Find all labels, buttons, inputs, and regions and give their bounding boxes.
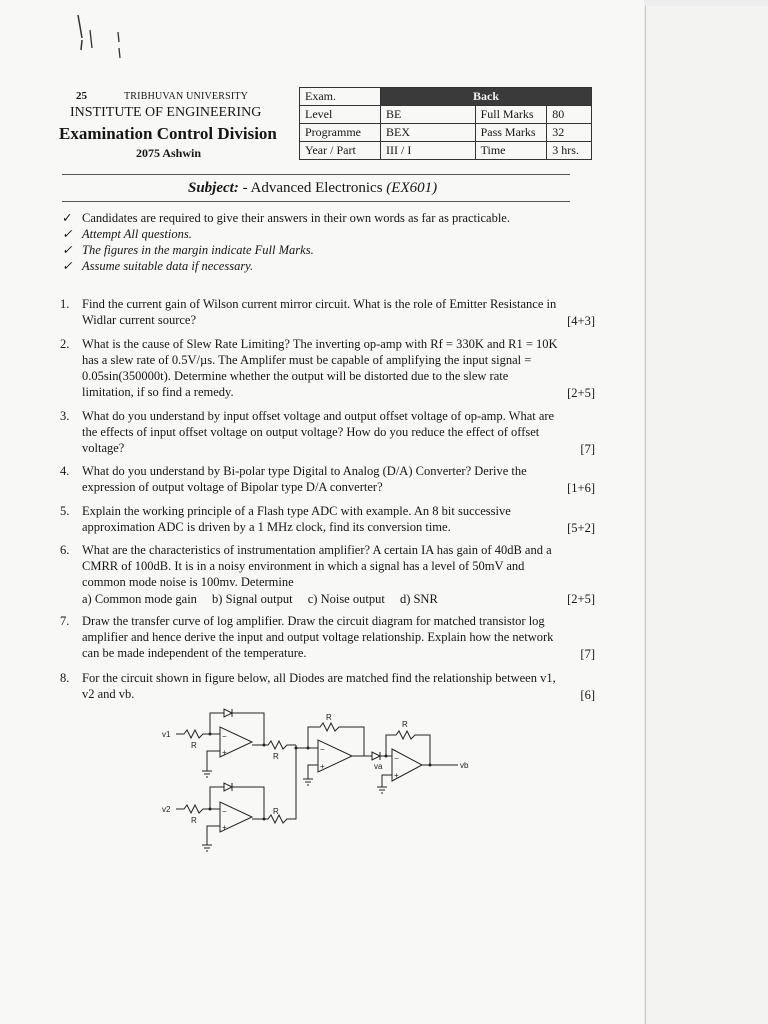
- label-r: R: [191, 741, 197, 750]
- exam-info-table: [299, 87, 592, 160]
- adjacent-page: [645, 6, 768, 1024]
- svg-text:+: +: [222, 748, 227, 757]
- instruction-item: ✓ Assume suitable data if necessary.: [62, 259, 254, 273]
- divider: [62, 174, 570, 175]
- diode-symbol: [224, 783, 232, 791]
- question-subitems: a) Common mode gain b) Signal output c) Noise output d) SNR: [82, 592, 438, 606]
- question-item: 6. What are the characteristics of instrumentation amplifier? A certain IA has gain of 40dB and a CMRR of 100dB. It is in a noisy environment in which a signal has a level of 50mV and common mode noise is 100mv. Determine a) Common mode gain b) Signal output c) Noise output d) SNR [2+5]: [60, 543, 595, 606]
- question-item: 3. What do you understand by input offset voltage and output offset voltage of op-amp. What are the effects of input offset voltage on output voltage? How do you reduce the effect of offset voltage? [7]: [60, 409, 595, 456]
- question-text: What do you understand by Bi-polar type Digital to Analog (D/A) Converter? Derive the expression of output voltage of Bipolar type D/A converter?: [82, 464, 527, 494]
- question-item: 1. Find the current gain of Wilson current mirror circuit. What is the role of Emitter Resistance in Widlar current source? [4+3]: [60, 297, 595, 328]
- table-row: Programme BEX Pass Marks 32: [300, 124, 592, 142]
- question-text: For the circuit shown in figure below, all Diodes are matched find the relationship between v1, v2 and vb.: [82, 671, 556, 701]
- question-text: Find the current gain of Wilson current mirror circuit. What is the role of Emitter Resistance in Widlar current source?: [82, 297, 557, 327]
- table-row: Year / Part III / I Time 3 hrs.: [300, 142, 592, 160]
- svg-text:−: −: [222, 807, 227, 816]
- check-icon: ✓: [62, 211, 73, 225]
- question-text: Draw the transfer curve of log amplifier. Draw the circuit diagram for matched transistor log amplifier and hence derive the input and output voltage relationship. Explain how the network can be made independent of the temperature.: [82, 614, 554, 660]
- instruction-item: ✓ The figures in the margin indicate Full Marks.: [62, 243, 314, 257]
- diode-symbol: [224, 709, 232, 717]
- university-name: TRIBHUVAN UNIVERSITY: [124, 91, 249, 102]
- svg-text:−: −: [320, 745, 325, 754]
- question-marks: [2+5]: [567, 386, 595, 400]
- label-vb: vb: [460, 761, 469, 770]
- question-marks: [7]: [580, 442, 595, 456]
- instruction-item: ✓ Candidates are required to give their answers in their own words as far as practicable.: [62, 211, 510, 225]
- question-item: 4. What do you understand by Bi-polar type Digital to Analog (D/A) Converter? Derive the expression of output voltage of Bipolar type D/A converter? [1+6]: [60, 464, 595, 495]
- check-icon: ✓: [62, 227, 73, 241]
- label-r: R: [402, 720, 408, 729]
- question-marks: [5+2]: [567, 521, 595, 535]
- label-v1: v1: [162, 730, 171, 739]
- check-icon: ✓: [62, 259, 73, 273]
- svg-text:+: +: [320, 762, 325, 771]
- label-r: R: [191, 816, 197, 825]
- exam-type: Back: [381, 88, 592, 106]
- label-r: R: [326, 713, 332, 722]
- exam-label: Exam.: [300, 88, 381, 106]
- question-text: What is the cause of Slew Rate Limiting? The inverting op-amp with Rf = 330K and R1 = 10K has a slew rate of 0.5V/µs. The Amplifer must be capable of amplifying the input signal = 0.05sin(350000t). Determine whether the output will be distorted due to the slew rate limitation, if so find a remedy.: [82, 337, 558, 399]
- question-item: 7. Draw the transfer curve of log amplifier. Draw the circuit diagram for matched transistor log amplifier and hence derive the input and output voltage relationship. Explain how the network can be made independent of the temperature. [7]: [60, 614, 595, 661]
- svg-text:−: −: [222, 732, 227, 741]
- question-marks: [1+6]: [567, 481, 595, 495]
- svg-text:+: +: [394, 771, 399, 780]
- question-marks: [6]: [580, 688, 595, 702]
- exam-session: 2075 Ashwin: [136, 146, 202, 160]
- check-icon: ✓: [62, 243, 73, 257]
- instruction-item: ✓ Attempt All questions.: [62, 227, 192, 241]
- svg-text:+: +: [222, 823, 227, 832]
- pen-marks: [70, 10, 130, 90]
- circuit-diagram: [160, 705, 490, 855]
- question-text: What are the characteristics of instrumentation amplifier? A certain IA has gain of 40dB and a CMRR of 100dB. It is in a noisy environment in which a signal has a level of 50mV and common mode noise is 100mv. Determine: [82, 543, 552, 589]
- question-item: 5. Explain the working principle of a Flash type ADC with example. An 8 bit successive approximation ADC is driven by a 1 MHz clock, find its conversion time. [5+2]: [60, 504, 595, 535]
- label-r: R: [273, 807, 279, 816]
- label-r: R: [273, 752, 279, 761]
- division-name: Examination Control Division: [59, 124, 277, 143]
- question-marks: [7]: [580, 647, 595, 661]
- question-item: 8. For the circuit shown in figure below, all Diodes are matched find the relationship between v1, v2 and vb. [6]: [60, 671, 595, 702]
- question-text: Explain the working principle of a Flash type ADC with example. An 8 bit successive approximation ADC is driven by a 1 MHz clock, find its conversion time.: [82, 504, 511, 534]
- table-row: Level BE Full Marks 80: [300, 106, 592, 124]
- question-marks: [4+3]: [567, 314, 595, 328]
- question-text: What do you understand by input offset voltage and output offset voltage of op-amp. What are the effects of input offset voltage on output voltage? How do you reduce the effect of offset voltage?: [82, 409, 555, 455]
- question-marks: [2+5]: [567, 592, 595, 606]
- label-v2: v2: [162, 805, 171, 814]
- label-va: va: [374, 762, 383, 771]
- question-item: 2. What is the cause of Slew Rate Limiting? The inverting op-amp with Rf = 330K and R1 = 10K has a slew rate of 0.5V/µs. The Amplifer must be capable of amplifying the input signal = 0.05sin(350000t). Determine whether the output will be distorted due to the slew rate limitation, if so find a remedy. [2+5]: [60, 337, 595, 400]
- institute-name: INSTITUTE OF ENGINEERING: [70, 105, 262, 120]
- divider: [62, 201, 570, 202]
- paper-number: 25: [76, 90, 87, 102]
- subject-line: Subject: - Advanced Electronics (EX601): [188, 180, 438, 196]
- diode-symbol: [372, 752, 380, 760]
- svg-text:−: −: [394, 754, 399, 763]
